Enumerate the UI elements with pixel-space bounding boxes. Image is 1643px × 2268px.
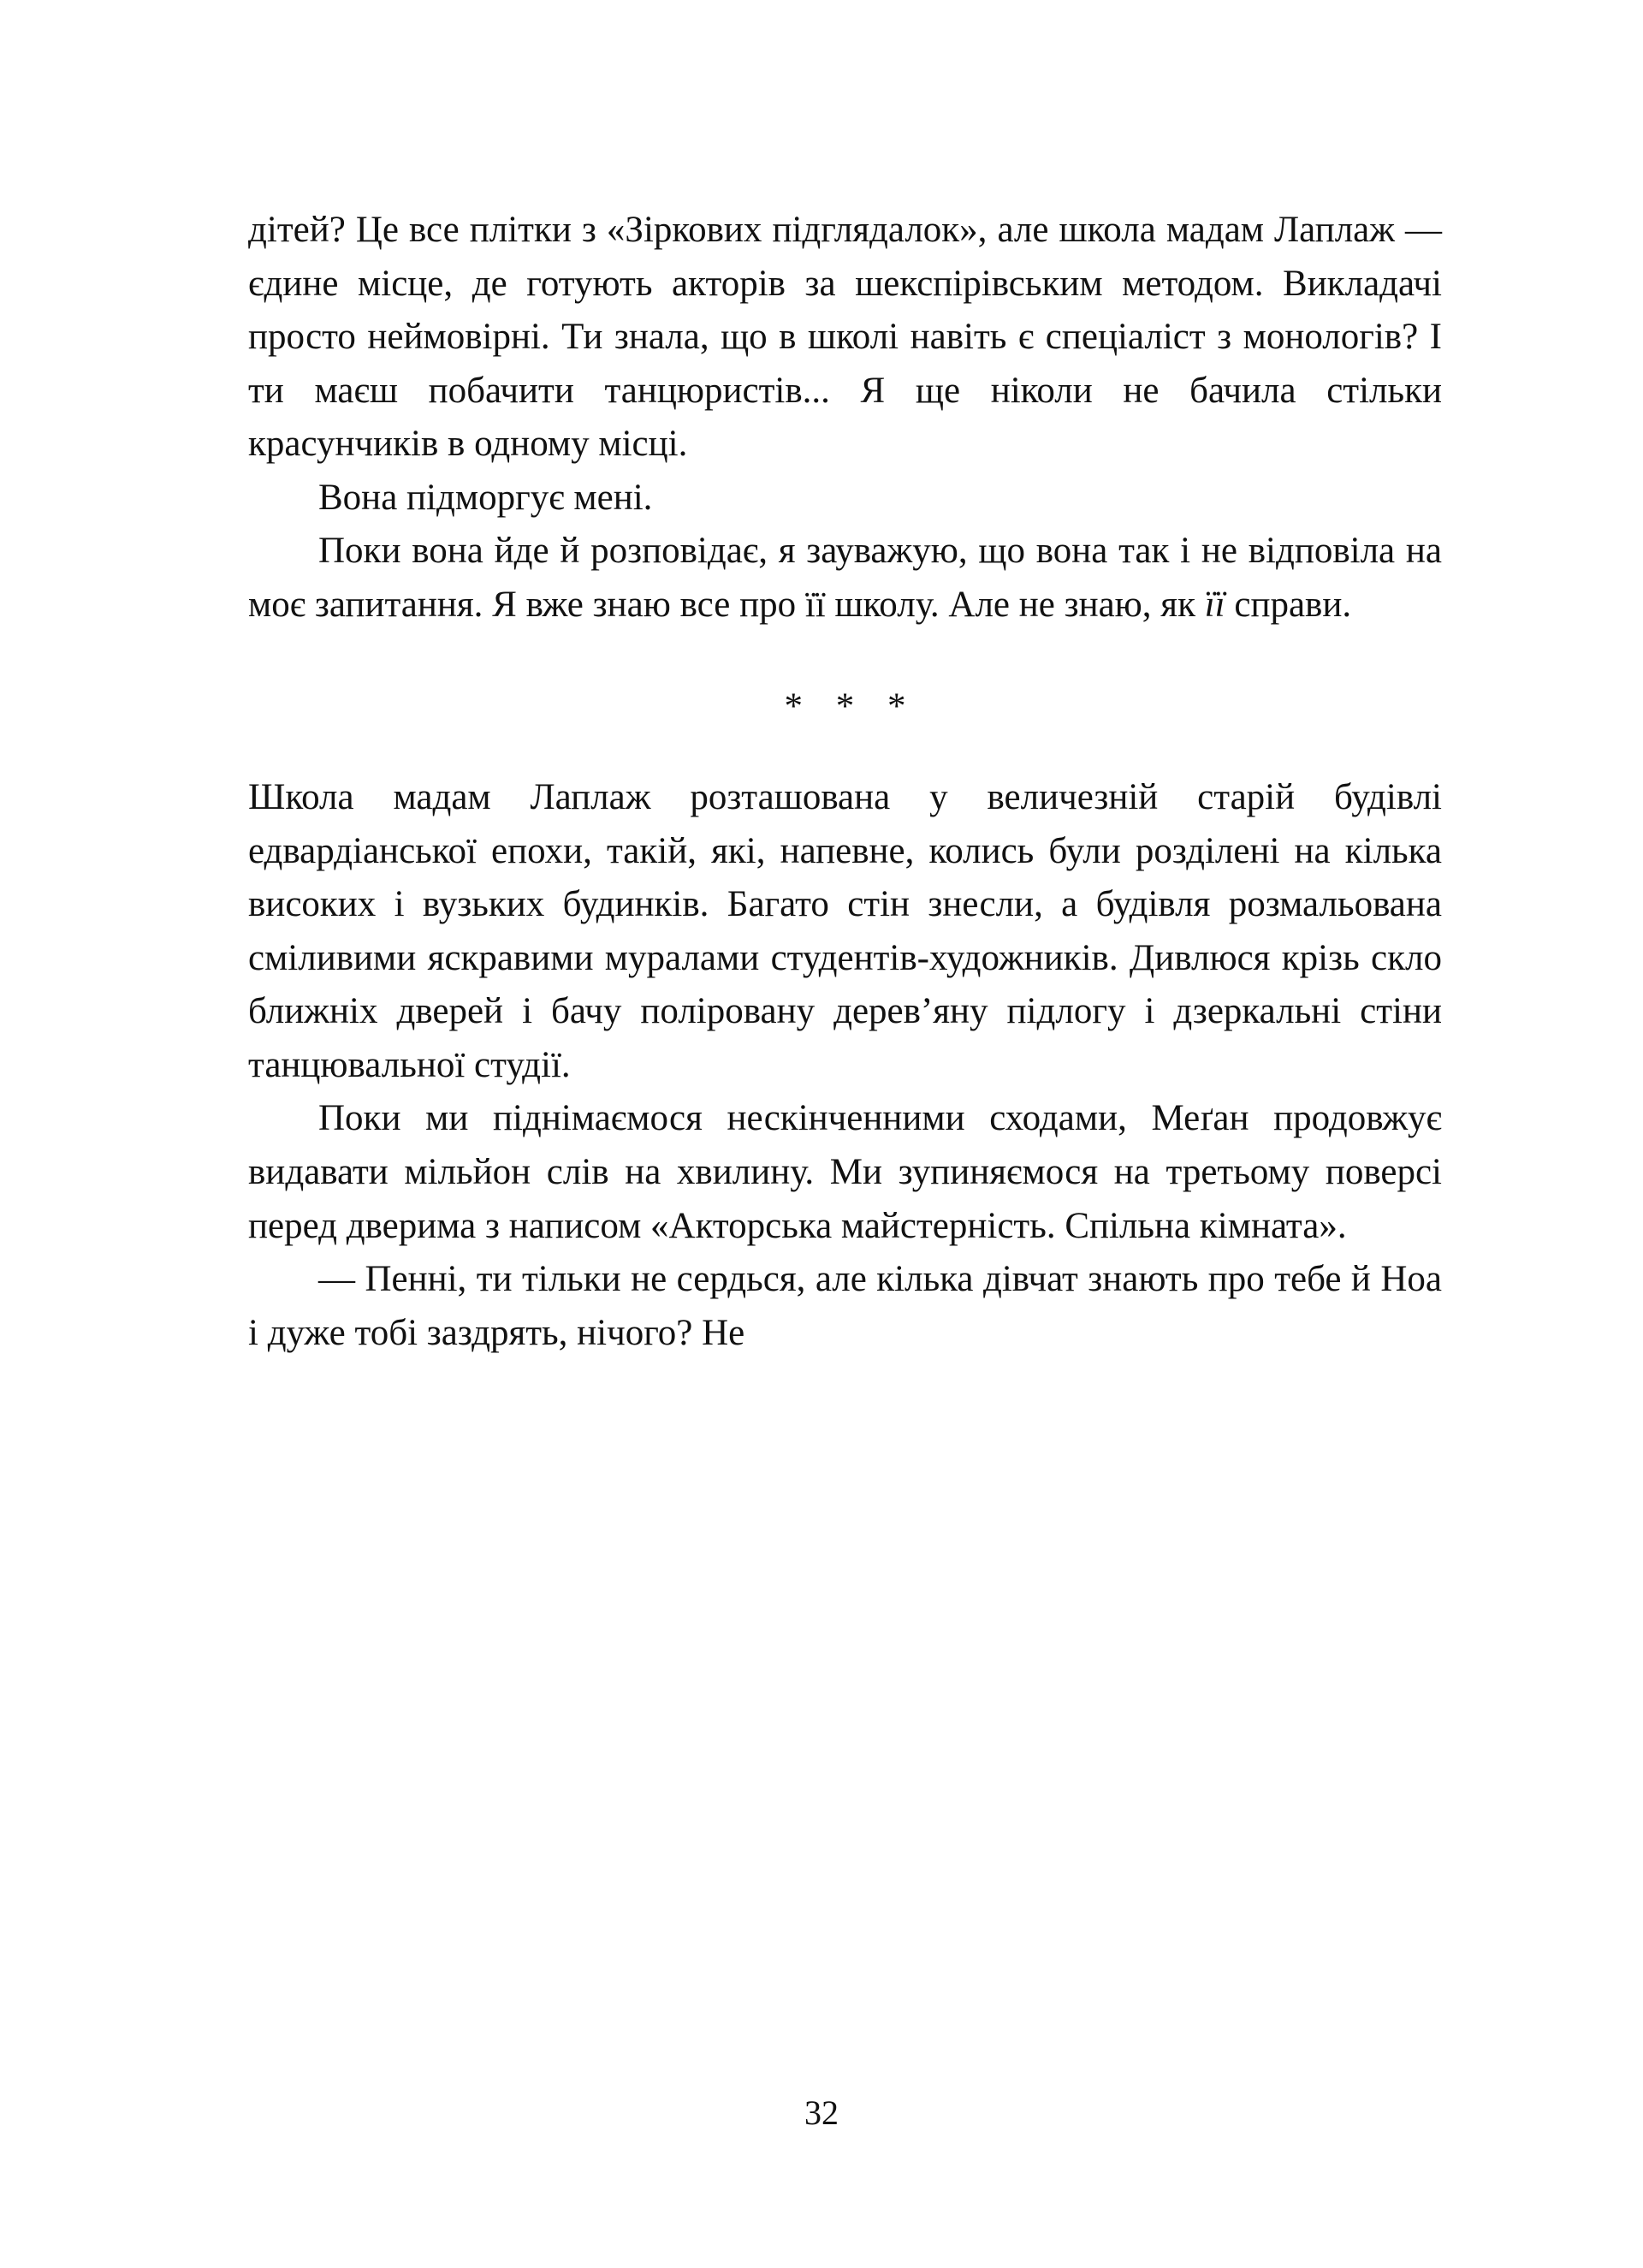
- paragraph: Поки ми піднімаємося нескінченними сходами, Меґан продовжує видавати мільйон слів на хвилину. Ми зупиняємося на третьому поверсі перед дверима з написом «Акторська майстерність. Спільна кімната».: [248, 1098, 1442, 1246]
- paragraph: дітей? Це все плітки з «Зіркових підглядалок», але школа мадам Лаплаж — єдине місце, де готують акторів за шекспірівським методом. Викладачі просто неймовірні. Ти знала, що в школі навіть є спеціаліст з монологів? І ти маєш побачити танцюристів... Я ще ніколи не бачила стільки красунчиків в одному місці.: [248, 210, 1442, 465]
- paragraph: [248, 525, 1442, 632]
- paragraph-text-part: Поки вона йде й розповідає, я зауважую, що вона так і не відповіла на моє запитання. Я вже знаю все про її школу. Але не знаю, як: [248, 531, 1442, 625]
- scene-break-ornament: * * *: [784, 686, 918, 727]
- paragraph: — Пенні, ти тільки не сердься, але кілька дівчат знають про тебе й Ноа і дуже тобі заздрять, нічого? Не: [248, 1259, 1442, 1353]
- paragraph: Вона підморгує мені.: [318, 477, 653, 518]
- paragraph-text-part: справи.: [1225, 584, 1352, 625]
- paragraph: Школа мадам Лаплаж розташована у величезній старій будівлі едвардіанської епохи, такій, які, напевне, колись були розділені на кілька високих і вузьких будинків. Багато стін знесли, а будівля розмальована сміливими яскравими муралами студентів-художників. Дивлюся крізь скло ближніх дверей і бачу поліровану дерев’яну підлогу і дзеркальні стіни танцювальної студії.: [248, 777, 1442, 1085]
- emphasis-text: її: [1204, 584, 1225, 625]
- page-text-column: [248, 204, 1442, 1360]
- page-number: 32: [804, 2093, 839, 2132]
